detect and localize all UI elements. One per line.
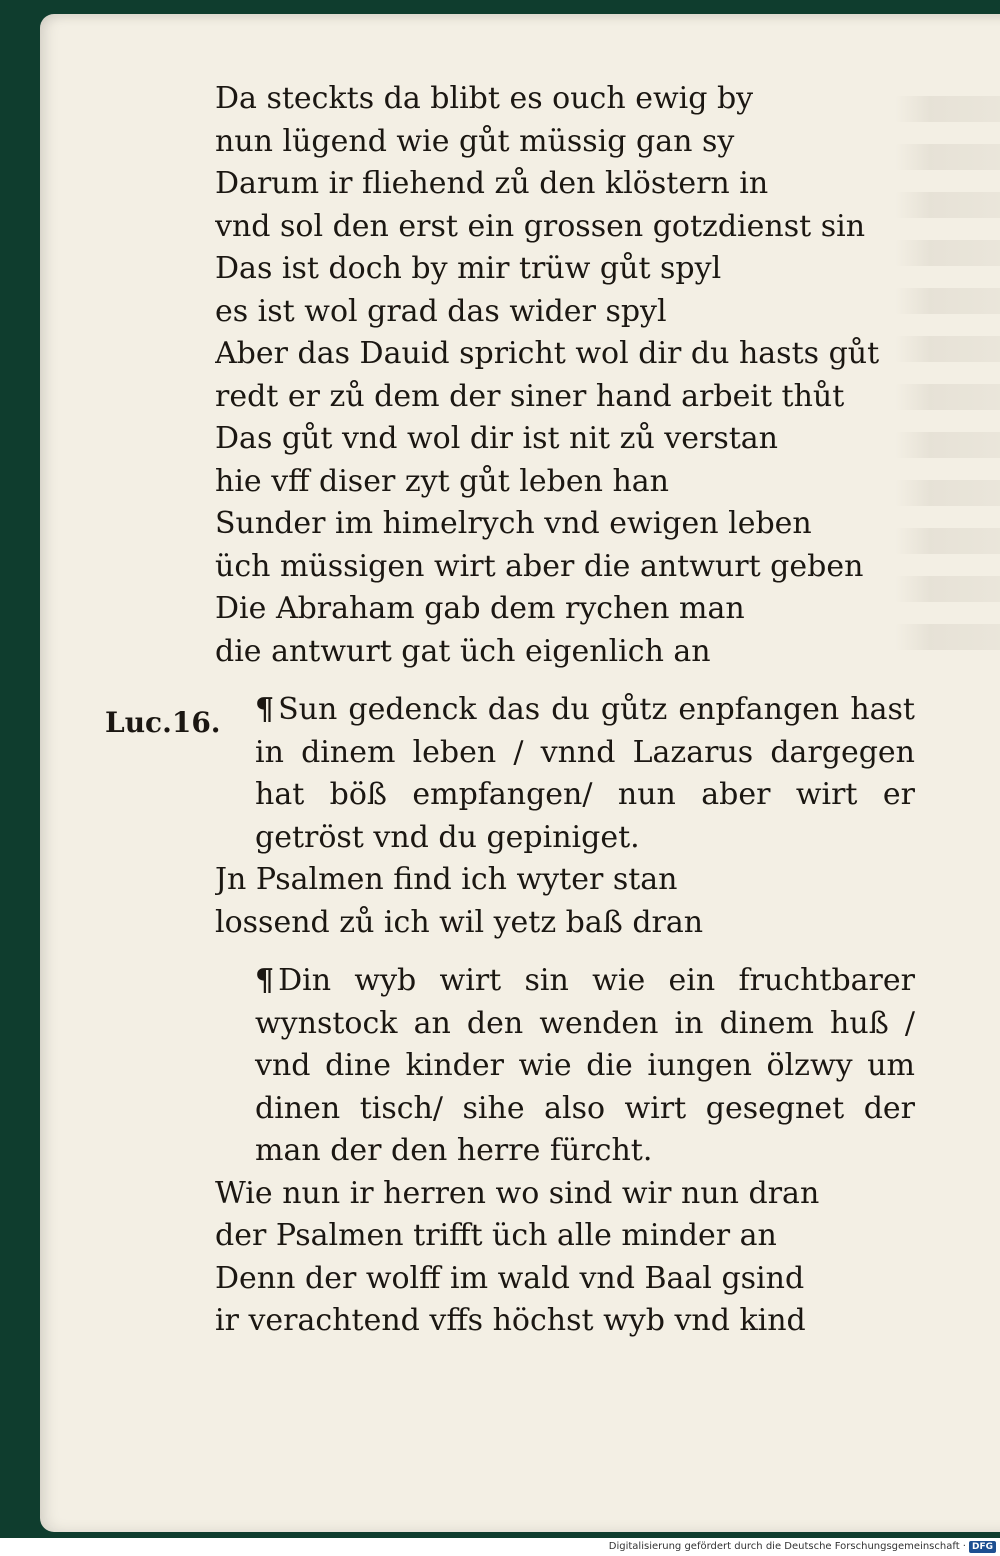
- digitization-credit: [0, 1538, 1000, 1556]
- verse-line: Die Abraham gab dem rychen man: [215, 591, 745, 626]
- verse-line: Denn der wolff im wald vnd Baal gsind: [215, 1260, 805, 1296]
- verse-block-1: [215, 78, 915, 673]
- dfg-logo: DFG: [969, 1541, 996, 1553]
- page-text: [215, 78, 915, 1343]
- verse-line: redt er zů dem der siner hand arbeit thůt: [215, 378, 845, 414]
- verse-line: Wie nun ir herren wo sind wir nun dran: [215, 1175, 820, 1211]
- verse-line: es ist wol grad das wider spyl: [215, 293, 667, 329]
- margin-note-luc16: Luc.16.: [105, 706, 221, 739]
- verse-block-3: [215, 1173, 915, 1343]
- quote-text: Din wyb wirt sin wie ein fruchtbarer wynstock an den wenden in dinem huß / vnd dine kinder wie die iungen ölzwy um dinen tisch/ sihe also wirt gesegnet der man der den herre fürcht.: [255, 963, 915, 1168]
- quote-psalm: [215, 960, 915, 1173]
- quote-luke-16: [215, 689, 915, 859]
- verse-line: Sunder im himelrych vnd ewigen leben: [215, 506, 812, 541]
- verse-line: lossend zů ich wil yetz baß dran: [215, 904, 704, 940]
- verse-line: hie vff diser zyt gůt leben han: [215, 463, 669, 499]
- verse-line: Das ist doch by mir trüw gůt spyl: [215, 251, 722, 286]
- verse-line: Darum ir fliehend zů den klöstern in: [215, 166, 769, 201]
- verse-line: der Psalmen trifft üch alle minder an: [215, 1218, 777, 1253]
- verse-line: Aber das Dauid spricht wol dir du hasts gůt: [215, 336, 880, 371]
- pilcrow-mark: ¶: [255, 692, 275, 727]
- verse-block-2: [215, 859, 915, 944]
- pilcrow-mark: ¶: [255, 963, 275, 998]
- quote-text: Sun gedenck das du gůtz enpfangen hast in dinem leben / vnnd Lazarus dargegen hat böß empfangen/ nun aber wirt er getröst vnd du gepiniget.: [255, 692, 915, 855]
- verse-line: vnd sol den erst ein grossen gotzdienst sin: [215, 208, 866, 244]
- verse-line: Da steckts da blibt es ouch ewig by: [215, 81, 754, 116]
- credit-text: Digitalisierung gefördert durch die Deutsche Forschungsgemeinschaft ·: [608, 1541, 966, 1552]
- verse-line: die antwurt gat üch eigenlich an: [215, 633, 711, 669]
- verse-line: ir verachtend vffs höchst wyb vnd kind: [215, 1303, 806, 1338]
- verse-line: Jn Psalmen find ich wyter stan: [215, 862, 678, 897]
- verse-line: üch müssigen wirt aber die antwurt geben: [215, 548, 864, 584]
- verse-line: nun lügend wie gůt müssig gan sy: [215, 123, 735, 159]
- verse-line: Das gůt vnd wol dir ist nit zů verstan: [215, 421, 778, 456]
